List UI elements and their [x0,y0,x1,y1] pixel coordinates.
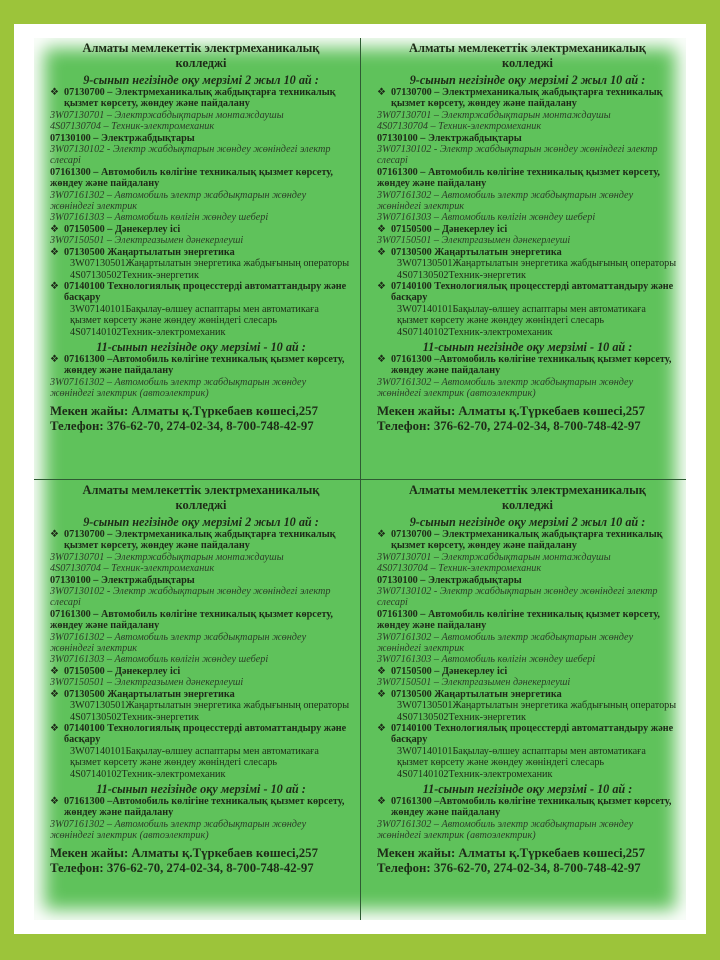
specialty-item: 07130100 – Электржабдықтары [50,132,195,144]
qualification: 3W07130501Жаңартылатын энергетика жабдығының операторы [70,700,350,712]
specialty-item: ❖ 07161300 –Автомобиль көлігіне техникалық қызмет көрсету, жөндеу және пайдалану [50,353,345,377]
qualification: 4S07130704 – Техник-электромеханик [377,563,542,575]
qualification: 3W07140101Бақылау-өлшеу аспаптары мен автоматикаға қызмет көрсету және жөндеу жөніндегі слесарь [70,303,319,327]
flyer-sheet [34,38,686,920]
qualification: 3W07150501 – Электргазымен дәнекерлеуші [377,677,571,689]
diamond-bullet-icon: ❖ [50,688,59,700]
specialty-item: ❖ 07140100 Технологиялық процесстерді автоматтандыру және басқару [377,722,674,746]
diamond-bullet-icon: ❖ [50,795,59,807]
specialty-item: ❖ 07130500 Жаңартылатын энергетика [50,688,235,700]
specialty-item: ❖ 07150500 – Дәнекерлеу ісі [50,223,181,235]
specialty-item: ❖ 07150500 – Дәнекерлеу ісі [377,665,508,677]
college-title-line2: колледжі [175,56,227,70]
qualification: 3W07140101Бақылау-өлшеу аспаптары мен автоматикаға қызмет көрсету және жөндеу жөніндегі слесарь [70,745,319,769]
qualification: 3W07150501 – Электргазымен дәнекерлеуші [50,677,244,689]
diamond-bullet-icon: ❖ [50,722,59,734]
flyer-panel-top-left [34,38,360,479]
page-frame [14,24,706,934]
specialty-item: ❖ 07161300 –Автомобиль көлігіне техникалық қызмет көрсету, жөндеу және пайдалану [377,795,672,819]
qualification: 4S07130502Техник-энергетик [397,711,526,723]
qualification: 3W07150501 – Электргазымен дәнекерлеуші [50,235,244,247]
address: Мекен жайы: Алматы қ.Түркебаев көшесі,257 [377,845,645,860]
qualification: 3W07161302 – Автомобиль электр жабдықтарын жөндеу жөніндегі электрик (автоэлектрик) [50,376,307,400]
qualification: 3W07161303 – Автомобиль көлігін жөндеу шебері [377,212,596,224]
specialty-item: 07130100 – Электржабдықтары [377,132,522,144]
phone: Телефон: 376-62-70, 274-02-34, 8-700-748-42-97 [377,418,641,433]
qualification: 4S07140102Техник-электромеханик [70,326,226,338]
diamond-bullet-icon: ❖ [377,688,386,700]
qualification: 3W07161303 – Автомобиль көлігін жөндеу шебері [377,654,596,666]
qualification: 4S07140102Техник-электромеханик [397,326,553,338]
specialty-item: ❖ 07130700 – Электрмеханикалық жабдықтарға техникалық қызмет көрсету, жөндеу және пайдалану [377,529,663,552]
qualification: 3W07161302 – Автомобиль электр жабдықтарын жөндеу жөніндегі электрик (автоэлектрик) [377,818,634,842]
flyer-panel-top-right [360,38,686,479]
qualification: 3W07161303 – Автомобиль көлігін жөндеу шебері [50,654,269,666]
diamond-bullet-icon: ❖ [377,223,386,235]
phone: Телефон: 376-62-70, 274-02-34, 8-700-748-42-97 [50,860,314,875]
qualification: 3W07161302 – Автомобиль электр жабдықтарын жөндеу жөніндегі электрик (автоэлектрик) [377,376,634,400]
college-title-line2: колледжі [502,498,553,512]
flyer-panel-bottom-right [360,479,686,920]
qualification: 3W07161302 – Автомобиль электр жабдықтарын жөндеу жөніндегі электрик (автоэлектрик) [50,818,307,842]
qualification: 3W07161303 – Автомобиль көлігін жөндеу шебері [50,212,269,224]
qualification: 3W07140101Бақылау-өлшеу аспаптары мен автоматикаға қызмет көрсету және жөндеу жөніндегі слесарь [397,303,646,327]
period-9-heading: 9-сынып негізінде оқу мерзімі 2 жыл 10 ай : [83,515,319,529]
qualification: 4S07130704 – Техник-электромеханик [377,121,542,133]
specialty-item: 07161300 – Автомобиль көлігіне техникалық қызмет көрсету, жөндеу және пайдалану [377,166,660,190]
diamond-bullet-icon: ❖ [377,529,386,540]
diamond-bullet-icon: ❖ [50,665,59,677]
address: Мекен жайы: Алматы қ.Түркебаев көшесі,257 [377,403,645,418]
diamond-bullet-icon: ❖ [50,280,59,292]
qualification: 3W07130102 - Электр жабдықтарын жөндеу жөніндегі электр слесарі [377,586,658,609]
qualification: 4S07140102Техник-электромеханик [70,768,226,780]
diamond-bullet-icon: ❖ [50,87,59,98]
diamond-bullet-icon: ❖ [50,246,59,258]
diamond-bullet-icon: ❖ [377,722,386,734]
phone: Телефон: 376-62-70, 274-02-34, 8-700-748-42-97 [50,418,314,433]
college-title-line2: колледжі [175,498,227,512]
diamond-bullet-icon: ❖ [377,87,386,98]
specialty-item: ❖ 07140100 Технологиялық процесстерді автоматтандыру және басқару [377,280,674,304]
qualification: 4S07130502Техник-энергетик [70,711,199,723]
phone: Телефон: 376-62-70, 274-02-34, 8-700-748-42-97 [377,860,641,875]
college-title: Алматы мемлекеттік электрмеханикалық [409,41,646,55]
qualification: 3W07130102 - Электр жабдықтарын жөндеу жөніндегі электр слесарі [50,144,331,167]
specialty-item: ❖ 07130500 Жаңартылатын энергетика [377,688,562,700]
specialty-item: 07161300 – Автомобиль көлігіне техникалық қызмет көрсету, жөндеу және пайдалану [50,608,333,632]
college-title-line2: колледжі [502,56,553,70]
qualification: 3W07130102 - Электр жабдықтарын жөндеу жөніндегі электр слесарі [50,586,331,609]
period-9-heading: 9-сынып негізінде оқу мерзімі 2 жыл 10 ай : [409,515,646,529]
address: Мекен жайы: Алматы қ.Түркебаев көшесі,257 [50,845,318,860]
qualification: 3W07130701 – Электржабдықтарын монтаждаушы [50,551,284,563]
diamond-bullet-icon: ❖ [50,353,59,365]
period-11-heading: 11-сынып негізінде оқу мерзімі - 10 ай : [422,781,633,796]
diamond-bullet-icon: ❖ [50,529,59,540]
address: Мекен жайы: Алматы қ.Түркебаев көшесі,257 [50,403,318,418]
period-11-heading: 11-сынып негізінде оқу мерзімі - 10 ай : [96,781,306,796]
period-11-heading: 11-сынып негізінде оқу мерзімі - 10 ай : [96,339,306,354]
flyer-panel-bottom-left [34,479,360,920]
qualification: 3W07130701 – Электржабдықтарын монтаждаушы [377,551,611,563]
qualification: 3W07130701 – Электржабдықтарын монтаждаушы [50,109,284,121]
qualification: 3W07140101Бақылау-өлшеу аспаптары мен автоматикаға қызмет көрсету және жөндеу жөніндегі слесарь [397,745,646,769]
qualification: 3W07130501Жаңартылатын энергетика жабдығының операторы [397,700,677,712]
qualification: 4S07130704 – Техник-электромеханик [50,121,215,133]
college-title: Алматы мемлекеттік электрмеханикалық [82,483,320,497]
qualification: 4S07130704 – Техник-электромеханик [50,563,215,575]
qualification: 4S07130502Техник-энергетик [70,269,199,281]
specialty-item: ❖ 07130700 – Электрмеханикалық жабдықтарға техникалық қызмет көрсету, жөндеу және пайдалану [50,87,336,110]
qualification: 3W07161302 – Автомобиль электр жабдықтарын жөндеу жөніндегі электрик [377,189,634,213]
qualification: 3W07130701 – Электржабдықтарын монтаждаушы [377,109,611,121]
specialty-item: ❖ 07161300 –Автомобиль көлігіне техникалық қызмет көрсету, жөндеу және пайдалану [377,353,672,377]
qualification: 4S07140102Техник-электромеханик [397,768,553,780]
diamond-bullet-icon: ❖ [377,280,386,292]
qualification: 3W07130501Жаңартылатын энергетика жабдығының операторы [397,258,677,270]
qualification: 4S07130502Техник-энергетик [397,269,526,281]
specialty-item: ❖ 07130500 Жаңартылатын энергетика [377,246,562,258]
qualification: 3W07130501Жаңартылатын энергетика жабдығының операторы [70,258,350,270]
college-title: Алматы мемлекеттік электрмеханикалық [82,41,320,55]
specialty-item: ❖ 07161300 –Автомобиль көлігіне техникалық қызмет көрсету, жөндеу және пайдалану [50,795,345,819]
specialty-item: ❖ 07130700 – Электрмеханикалық жабдықтарға техникалық қызмет көрсету, жөндеу және пайдалану [50,529,336,552]
qualification: 3W07130102 - Электр жабдықтарын жөндеу жөніндегі электр слесарі [377,144,658,167]
qualification: 3W07161302 – Автомобиль электр жабдықтарын жөндеу жөніндегі электрик [50,189,307,213]
diamond-bullet-icon: ❖ [50,223,59,235]
period-11-heading: 11-сынып негізінде оқу мерзімі - 10 ай : [422,339,633,354]
specialty-item: ❖ 07140100 Технологиялық процесстерді автоматтандыру және басқару [50,280,347,304]
diamond-bullet-icon: ❖ [377,795,386,807]
diamond-bullet-icon: ❖ [377,246,386,258]
specialty-item: ❖ 07150500 – Дәнекерлеу ісі [50,665,181,677]
period-9-heading: 9-сынып негізінде оқу мерзімі 2 жыл 10 ай : [409,73,646,87]
specialty-item: 07130100 – Электржабдықтары [50,574,195,586]
diamond-bullet-icon: ❖ [377,353,386,365]
qualification: 3W07150501 – Электргазымен дәнекерлеуші [377,235,571,247]
specialty-item: 07161300 – Автомобиль көлігіне техникалық қызмет көрсету, жөндеу және пайдалану [50,166,333,190]
qualification: 3W07161302 – Автомобиль электр жабдықтарын жөндеу жөніндегі электрик [377,631,634,655]
specialty-item: ❖ 07130500 Жаңартылатын энергетика [50,246,235,258]
specialty-item: ❖ 07130700 – Электрмеханикалық жабдықтарға техникалық қызмет көрсету, жөндеу және пайдалану [377,87,663,110]
specialty-item: 07161300 – Автомобиль көлігіне техникалық қызмет көрсету, жөндеу және пайдалану [377,608,660,632]
qualification: 3W07161302 – Автомобиль электр жабдықтарын жөндеу жөніндегі электрик [50,631,307,655]
specialty-item: ❖ 07140100 Технологиялық процесстерді автоматтандыру және басқару [50,722,347,746]
period-9-heading: 9-сынып негізінде оқу мерзімі 2 жыл 10 ай : [83,73,319,87]
diamond-bullet-icon: ❖ [377,665,386,677]
specialty-item: ❖ 07150500 – Дәнекерлеу ісі [377,223,508,235]
specialty-item: 07130100 – Электржабдықтары [377,574,522,586]
college-title: Алматы мемлекеттік электрмеханикалық [409,483,646,497]
